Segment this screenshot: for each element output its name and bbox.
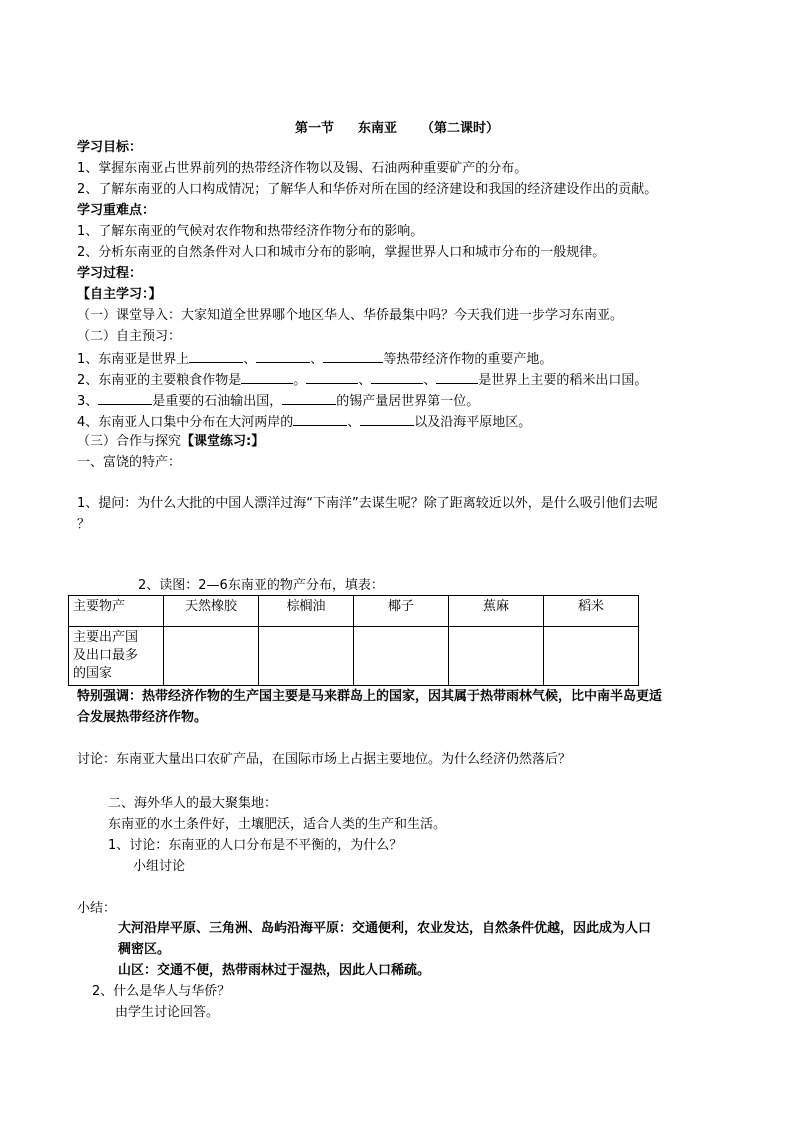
answer-blank[interactable] — [293, 412, 347, 426]
product-header: 蕉麻 — [449, 596, 544, 627]
answer-blank[interactable] — [360, 412, 414, 426]
cooperation-label: （三）合作与探究 — [77, 434, 182, 449]
section-topic: 东南亚 — [357, 121, 397, 136]
lesson-number: （第二课时） — [421, 121, 500, 136]
separator: 、 — [310, 352, 324, 367]
separator: 、 — [358, 373, 372, 388]
question-text: 的锡产量居世界第一位。 — [336, 394, 480, 409]
table-row-label: 主要物产 — [69, 596, 164, 627]
class-intro: （一）课堂导入：大家知道全世界哪个地区华人、华侨最集中吗？今天我们进一步学习东南亚。 — [77, 308, 624, 323]
question-text: 4、东南亚人口集中分布在大河两岸的 — [77, 415, 294, 430]
part2-heading: 二、海外华人的最大聚集地： — [108, 796, 278, 811]
answer-blank[interactable] — [256, 349, 310, 363]
question-text: 等热带经济作物的重要产地。 — [383, 352, 553, 367]
products-table — [68, 595, 639, 686]
question-text: 3、 — [77, 394, 99, 409]
emphasis-note-cont: 合发展热带经济作物。 — [77, 710, 208, 725]
part1-heading: 一、富饶的特产： — [77, 455, 182, 470]
answer-cell[interactable] — [449, 627, 544, 686]
table-row — [69, 627, 639, 686]
question-migration: 1、提问：为什么大批的中国人漂洋过海“下南洋”去谋生呢？除了距离较近以外，是什么吸引他们去呢 — [77, 496, 658, 511]
product-header: 天然橡胶 — [164, 596, 259, 627]
population-question: 1、讨论：东南亚的人口分布是不平衡的，为什么？ — [108, 838, 403, 853]
process-heading: 学习过程： — [77, 266, 143, 281]
fill-question-2 — [77, 370, 647, 390]
chinese-question: 2、什么是华人与华侨？ — [92, 984, 231, 999]
objective-item: 1、掌握东南亚占世界前列的热带经济作物以及锡、石油两种重要矿产的分布。 — [77, 161, 528, 176]
discussion-question: 讨论：东南亚大量出口农矿产品，在国际市场上占据主要地位。为什么经济仍然落后？ — [77, 752, 572, 767]
question-text: 1、东南亚是世界上 — [77, 352, 190, 367]
question-migration-cont: ？ — [77, 517, 91, 532]
answer-cell[interactable] — [354, 627, 449, 686]
group-discussion: 小组讨论 — [133, 859, 186, 874]
answer-blank[interactable] — [282, 391, 336, 405]
separator: 、 — [423, 373, 437, 388]
question-text: 。 — [293, 373, 307, 388]
row-label-line: 主要出产国 — [73, 630, 139, 645]
key-point-item: 2、分析东南亚的自然条件对人口和城市分布的影响，掌握世界人口和城市分布的一般规律。 — [77, 245, 606, 260]
product-header: 稻米 — [544, 596, 639, 627]
answer-cell[interactable] — [544, 627, 639, 686]
answer-cell[interactable] — [259, 627, 354, 686]
table-row — [69, 596, 639, 627]
answer-note: 由学生讨论回答。 — [115, 1005, 220, 1020]
preview-heading: （二）自主预习： — [77, 329, 182, 344]
answer-blank[interactable] — [241, 370, 293, 384]
cooperation-heading — [77, 433, 264, 451]
answer-blank[interactable] — [371, 370, 423, 384]
class-exercise-label: 【课堂练习:】 — [181, 434, 265, 449]
emphasis-note: 特别强调：热带经济作物的生产国主要是马来群岛上的国家，因其属于热带雨林气候，比中南半岛更适 — [77, 689, 663, 704]
answer-blank[interactable] — [189, 349, 243, 363]
table-row-label — [69, 627, 164, 686]
question-text: 以及沿海平原地区。 — [414, 415, 532, 430]
section-number: 第一节 — [294, 121, 334, 136]
answer-cell[interactable] — [164, 627, 259, 686]
product-header: 椰子 — [354, 596, 449, 627]
map-reading-instruction: 2、读图：2—6东南亚的物产分布，填表： — [138, 578, 384, 593]
answer-blank[interactable] — [436, 370, 478, 384]
answer-blank[interactable] — [323, 349, 383, 363]
summary-heading: 小结： — [77, 901, 117, 916]
row-label-line: 及出口最多 — [73, 648, 139, 663]
objectives-heading: 学习目标： — [77, 140, 143, 155]
objective-item: 2、了解东南亚的人口构成情况；了解华人和华侨对所在国的经济建设和我国的经济建设作出的贡献。 — [77, 182, 658, 197]
row-label-line: 的国家 — [73, 666, 113, 681]
question-text: 是重要的石油输出国， — [152, 394, 283, 409]
page-title — [0, 120, 794, 138]
summary-plains-cont: 稠密区。 — [118, 942, 171, 957]
self-study-heading: 【自主学习：】 — [77, 287, 162, 302]
separator: 、 — [347, 415, 361, 430]
key-points-heading: 学习重难点： — [77, 203, 156, 218]
fill-question-4 — [77, 412, 531, 432]
summary-plains: 大河沿岸平原、三角洲、岛屿沿海平原：交通便利，农业发达，自然条件优越，因此成为人口 — [118, 921, 652, 936]
answer-blank[interactable] — [98, 391, 152, 405]
product-header: 棕榈油 — [259, 596, 354, 627]
key-point-item: 1、了解东南亚的气候对农作物和热带经济作物分布的影响。 — [77, 224, 424, 239]
question-text: 是世界上主要的稻米出口国。 — [478, 373, 648, 388]
fill-question-3 — [77, 391, 479, 411]
answer-blank[interactable] — [306, 370, 358, 384]
part2-intro: 东南亚的水土条件好，土壤肥沃，适合人类的生产和生活。 — [108, 817, 447, 832]
summary-mountains: 山区：交通不便，热带雨林过于湿热，因此人口稀疏。 — [118, 963, 431, 978]
question-text: 2、东南亚的主要粮食作物是 — [77, 373, 242, 388]
separator: 、 — [243, 352, 257, 367]
fill-question-1 — [77, 349, 552, 369]
